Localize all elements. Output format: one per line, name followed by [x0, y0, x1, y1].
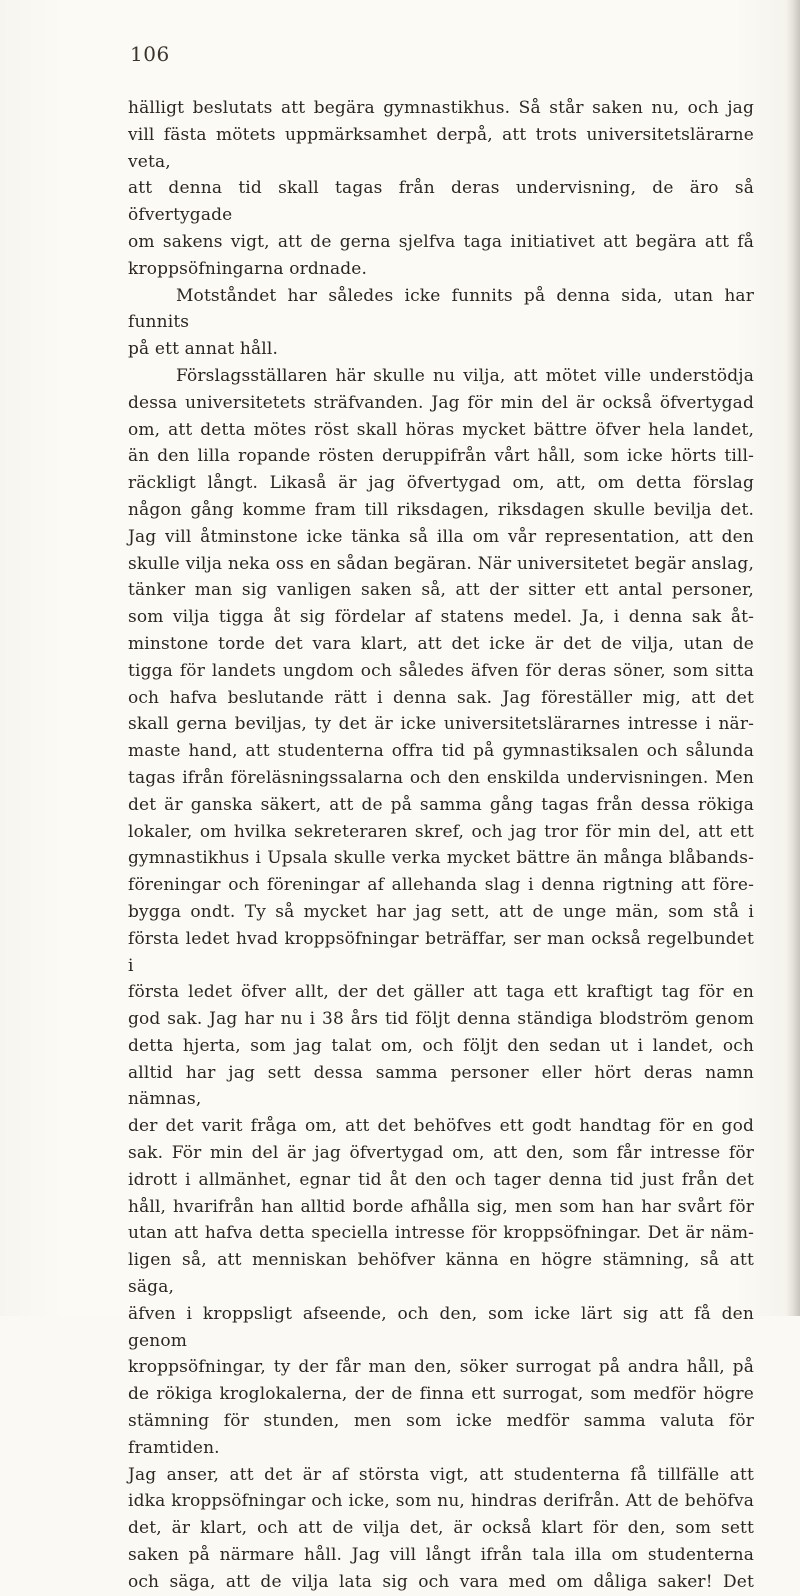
text-line: detta hjerta, som jag talat om, och följt den sedan ut i landet, och: [128, 1035, 754, 1056]
text-line: utan att hafva detta speciella intresse för kroppsöfningar. Det är näm-: [128, 1223, 754, 1244]
text-line: Förslagsställaren här skulle nu vilja, att mötet ville understödja: [176, 365, 754, 386]
text-line: om, att detta mötes röst skall höras mycket bättre öfver hela landet,: [128, 419, 754, 440]
text-line: alltid har jag sett dessa samma personer eller hört deras namn nämnas,: [128, 1062, 754, 1110]
text-line: minstone torde det vara klart, att det icke är det de vilja, utan de: [128, 633, 754, 654]
page-edge-shadow: [786, 0, 800, 1316]
text-line: idrott i allmänhet, egnar tid åt den och tager denna tid just från det: [128, 1169, 754, 1190]
text-line: att denna tid skall tagas från deras undervisning, de äro så öfvertygade: [128, 178, 754, 226]
text-line: och hafva beslutande rätt i denna sak. Jag föreställer mig, att det: [128, 687, 754, 708]
text-line: hälligt beslutats att begära gymnastikhus. Så står saken nu, och jag: [128, 98, 754, 118]
text-line: gymnastikhus i Upsala skulle verka mycket bättre än många blåbands-: [128, 848, 754, 869]
text-line: tigga för landets ungdom och således äfven för deras söner, som sitta: [128, 660, 754, 681]
text-line: der det varit fråga om, att det behöfves ett godt handtag för en god: [128, 1116, 754, 1137]
text-line: ligen så, att menniskan behöfver känna en högre stämning, så att säga,: [128, 1250, 754, 1298]
text-line: föreningar och föreningar af allehanda slag i denna rigtning att före-: [128, 875, 754, 896]
text-line: maste hand, att studenterna offra tid på gymnastiksalen och sålunda: [128, 741, 754, 762]
text-line: god sak. Jag har nu i 38 års tid följt denna ständiga blodström genom: [128, 1009, 754, 1030]
text-line: de rökiga kroglokalerna, der de finna ett surrogat, som medför högre: [128, 1384, 754, 1405]
text-line: första ledet hvad kroppsöfningar beträffar, ser man också regelbundet i: [128, 928, 754, 976]
text-line: Jag vill åtminstone icke tänka så illa om vår representation, att den: [128, 526, 754, 547]
text-line: skall gerna beviljas, ty det är icke universitetslärarnes intresse i när-: [128, 714, 754, 735]
text-line: bygga ondt. Ty så mycket har jag sett, att de unge män, som stå i: [128, 901, 754, 922]
text-line: räckligt långt. Likaså är jag öfvertygad om, att, om detta förslag: [128, 473, 754, 494]
text-line: kroppsöfningar, ty der får man den, söker surrogat på andra håll, på: [128, 1357, 754, 1378]
text-line: Jag anser, att det är af största vigt, att studenterna få tillfälle att: [128, 1464, 754, 1485]
page-text-block: [128, 95, 754, 1596]
text-line: skulle vilja neka oss en sådan begäran. När universitetet begär anslag,: [128, 553, 754, 574]
text-line: än den lilla ropande rösten deruppifrån vårt håll, som icke hörts till-: [128, 446, 754, 467]
text-line: som vilja tigga åt sig fördelar af statens medel. Ja, i denna sak åt-: [128, 607, 754, 628]
text-line: Motståndet har således icke funnits på denna sida, utan har funnits: [128, 285, 754, 333]
text-line: på ett annat håll.: [128, 339, 279, 360]
text-line: vill fästa mötets uppmärksamhet derpå, att trots universitetslärarne veta,: [128, 124, 754, 172]
text-line: håll, hvarifrån han alltid borde afhålla sig, men som han har svårt för: [128, 1196, 754, 1217]
text-line: någon gång komme fram till riksdagen, riksdagen skulle bevilja det.: [128, 499, 754, 520]
text-line: sak. För min del är jag öfvertygad om, att den, som får intresse för: [128, 1143, 754, 1164]
text-line: saken på närmare håll. Jag vill långt ifrån tala illa om studenterna: [128, 1545, 754, 1566]
text-line: kroppsöfningarna ordnade.: [128, 258, 368, 279]
text-line: det, är klart, och att de vilja det, är också klart för den, som sett: [128, 1518, 754, 1539]
text-line: första ledet öfver allt, der det gäller att taga ett kraftigt tag för en: [128, 982, 754, 1003]
text-line: idka kroppsöfningar och icke, som nu, hindras derifrån. Att de behöfva: [128, 1491, 754, 1512]
text-line: tänker man sig vanligen saken så, att der sitter ett antal personer,: [128, 580, 754, 601]
text-line: äfven i kroppsligt afseende, och den, som icke lärt sig att få den genom: [128, 1303, 754, 1351]
text-line: det är ganska säkert, att de på samma gång tagas från dessa rökiga: [128, 794, 754, 815]
page-number: 106: [130, 42, 170, 66]
text-line: stämning för stunden, men som icke medför samma valuta för framtiden.: [128, 1411, 754, 1458]
text-line: och säga, att de vilja lata sig och vara med om dåliga saker! Det: [128, 1571, 754, 1592]
text-line: tagas ifrån föreläsningssalarna och den enskilda undervisningen. Men: [128, 767, 754, 788]
text-line: dessa universitetets sträfvanden. Jag för min del är också öfvertygad: [128, 392, 754, 413]
text-line: om sakens vigt, att de gerna sjelfva taga initiativet att begära att få: [128, 231, 754, 252]
text-line: lokaler, om hvilka sekreteraren skref, och jag tror för min del, att ett: [128, 821, 754, 842]
